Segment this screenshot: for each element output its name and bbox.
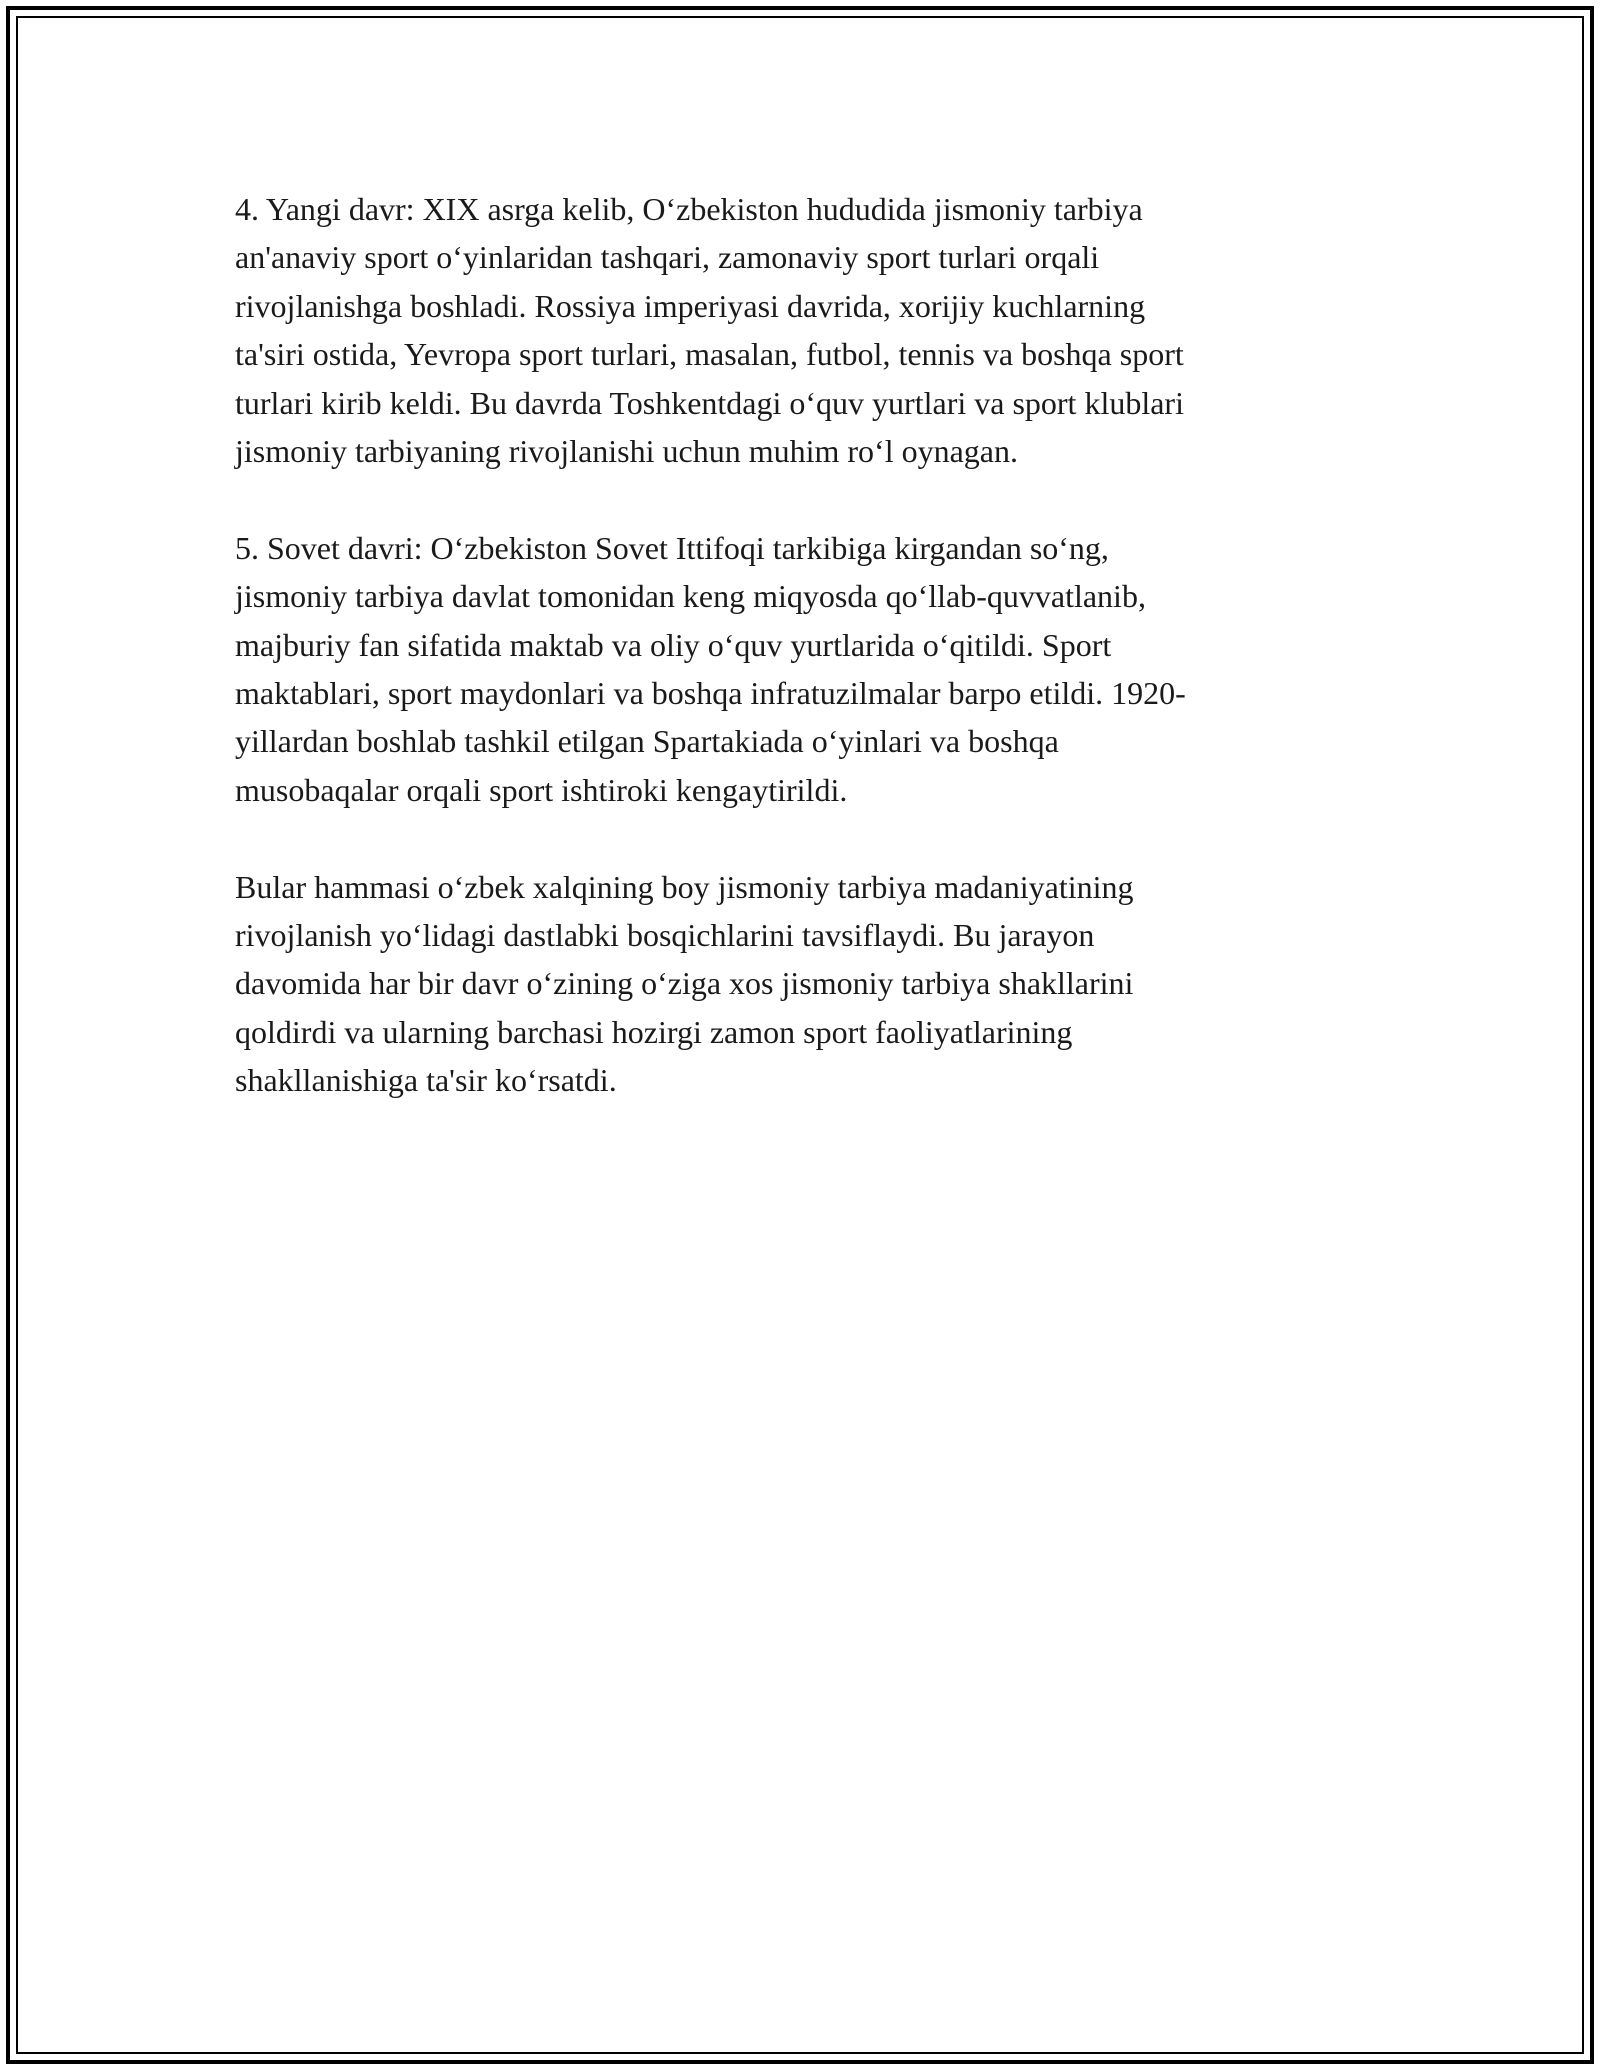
text-line: qoldirdi va ularning barchasi hozirgi zamon sport faoliyatlarining bbox=[235, 1013, 1073, 1050]
text-line: Bular hammasi o‘zbek xalqining boy jismoniy tarbiya madaniyatining bbox=[235, 868, 1134, 905]
text-line: jismoniy tarbiya davlat tomonidan keng miqyosda qo‘llab-quvvatlanib, bbox=[235, 578, 1146, 615]
paragraph-conclusion bbox=[235, 863, 1355, 1105]
text-line: turlari kirib keldi. Bu davrda Toshkentdagi o‘quv yurtlari va sport klublari bbox=[235, 384, 1184, 421]
text-line: maktablari, sport maydonlari va boshqa infratuzilmalar barpo etildi. 1920- bbox=[235, 675, 1186, 712]
text-line: 5. Sovet davri: O‘zbekiston Sovet Ittifoqi tarkibiga kirgandan so‘ng, bbox=[235, 529, 1109, 566]
paragraph-sovet-davri bbox=[235, 524, 1355, 814]
paragraph-yangi-davr bbox=[235, 185, 1355, 475]
text-line: an'anaviy sport o‘yinlaridan tashqari, zamonaviy sport turlari orqali bbox=[235, 239, 1100, 276]
text-line: ta'siri ostida, Yevropa sport turlari, masalan, futbol, tennis va boshqa sport bbox=[235, 336, 1184, 373]
text-line: rivojlanish yo‘lidagi dastlabki bosqichlarini tavsiflaydi. Bu jarayon bbox=[235, 917, 1095, 954]
text-line: davomida har bir davr o‘zining o‘ziga xos jismoniy tarbiya shakllarini bbox=[235, 965, 1134, 1002]
text-line: shakllanishiga ta'sir ko‘rsatdi. bbox=[235, 1062, 617, 1099]
text-line: yillardan boshlab tashkil etilgan Spartakiada o‘yinlari va boshqa bbox=[235, 723, 1059, 760]
text-line: musobaqalar orqali sport ishtiroki kengaytirildi. bbox=[235, 771, 848, 808]
text-line: rivojlanishga boshladi. Rossiya imperiyasi davrida, xorijiy kuchlarning bbox=[235, 287, 1146, 324]
text-line: majburiy fan sifatida maktab va oliy o‘quv yurtlarida o‘qitildi. Sport bbox=[235, 626, 1112, 663]
document-body bbox=[235, 185, 1355, 1153]
text-line: jismoniy tarbiyaning rivojlanishi uchun muhim ro‘l oynagan. bbox=[235, 433, 1018, 470]
text-line: 4. Yangi davr: XIX asrga kelib, O‘zbekiston hududida jismoniy tarbiya bbox=[235, 191, 1143, 227]
